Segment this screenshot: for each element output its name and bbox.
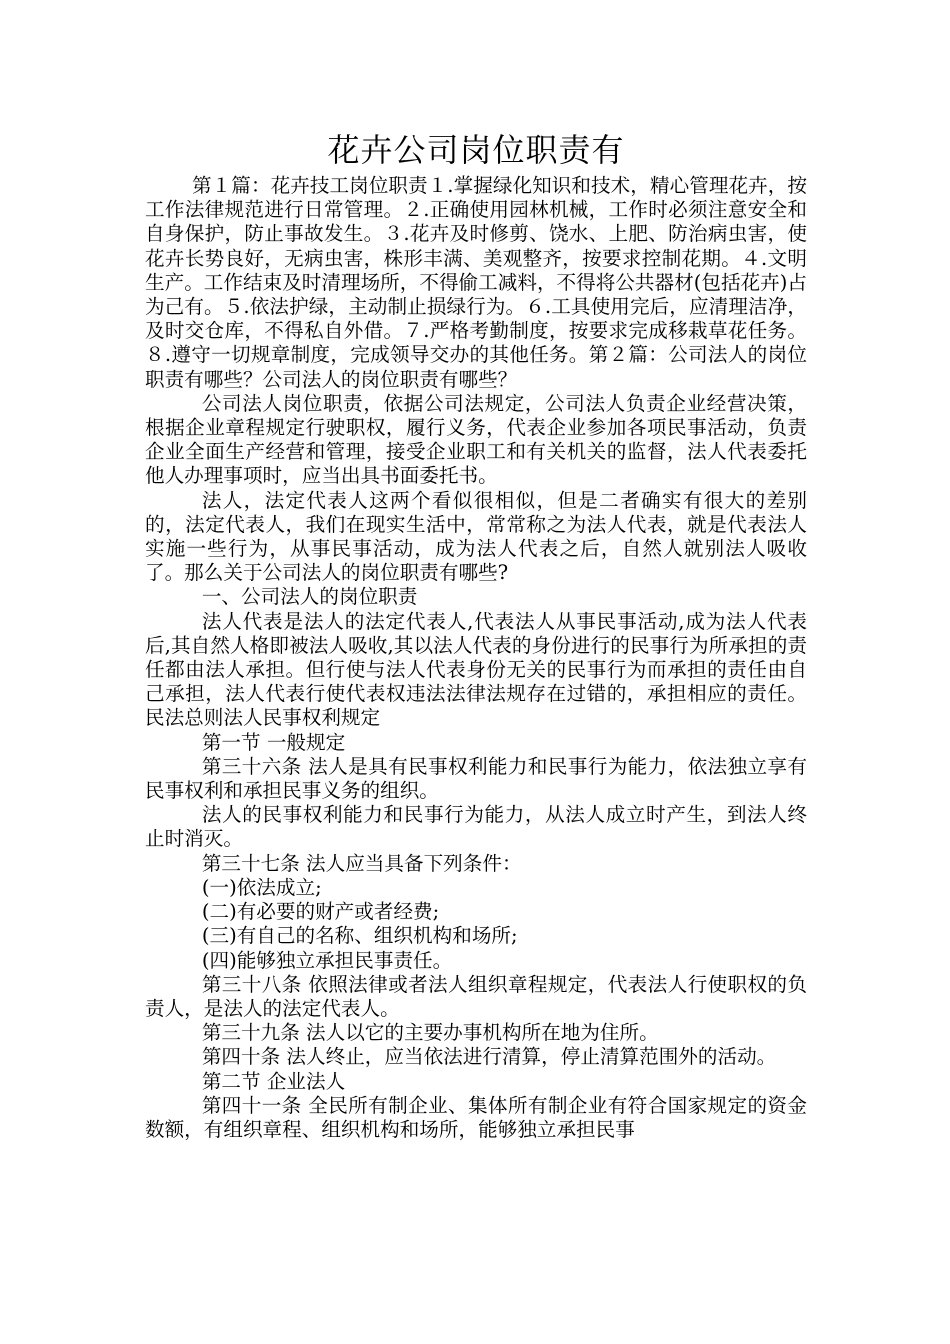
- article-41: 第四十一条 全民所有制企业、集体所有制企业有符合国家规定的资金数额，有组织章程、组织机构和场所，能够独立承担民事: [145, 1093, 807, 1141]
- article-37-item-3: (三)有自己的名称、组织机构和场所;: [201, 924, 518, 948]
- paragraph-1: 第１篇：花卉技工岗位职责１.掌握绿化知识和技术，精心管理花卉，按工作法律规范进行日常管理。２.正确使用园林机械，工作时必须注意安全和自身保护，防止事故发生。３.花卉及时修剪、饶水、上肥、防治病虫害，使花卉长势良好，无病虫害，株形丰满、美观整齐，按要求控制花期。４.文明生产。工作结束及时清理场所，不得偷工减料，不得将公共器材(包括花卉)占为己有。５.依法护绿，主动制止损绿行为。６.工具使用完后，应清理洁净，及时交仓库，不得私自外借。７.严格考勤制度，按要求完成移栽草花任务。８.遵守一切规章制度，完成领导交办的其他任务。第２篇：公司法人的岗位职责有哪些？公司法人的岗位职责有哪些？: [145, 174, 807, 391]
- article-37-item-4: (四)能够独立承担民事责任。: [201, 948, 453, 972]
- section-heading-3: 第二节 企业法人: [201, 1069, 346, 1093]
- section-heading-2: 第一节 一般规定: [201, 730, 346, 754]
- paragraph-3: 法人，法定代表人这两个看似很相似，但是二者确实有很大的差别的，法定代表人，我们在现实生活中，常常称之为法人代表，就是代表法人实施一些行为，从事民事活动，成为法人代表之后，自然人就别法人吸收了。那么关于公司法人的岗位职责有哪些?: [145, 488, 807, 585]
- document-title: 花卉公司岗位职责有: [327, 131, 625, 169]
- paragraph-4: 法人代表是法人的法定代表人,代表法人从事民事活动,成为法人代表后,其自然人格即被法人吸收,其以法人代表的身份进行的民事行为所承担的责任都由法人承担。但行使与法人代表身份无关的民事行为而承担的责任由自己承担，法人代表行使代表权违法法律法规存在过错的，承担相应的责任。民法总则法人民事权利规定: [145, 609, 807, 730]
- article-36: 第三十六条 法人是具有民事权利能力和民事行为能力，依法独立享有民事权利和承担民事义务的组织。: [145, 754, 807, 803]
- article-37-item-2: (二)有必要的财产或者经费;: [201, 900, 440, 924]
- section-heading-1: 一、公司法人的岗位职责: [201, 585, 418, 609]
- article-39: 第三十九条 法人以它的主要办事机构所在地为住所。: [201, 1021, 659, 1045]
- article-36-paragraph-2: 法人的民事权利能力和民事行为能力，从法人成立时产生，到法人终止时消灭。: [145, 803, 807, 851]
- article-38: 第三十八条 依照法律或者法人组织章程规定，代表法人行使职权的负责人，是法人的法定代表人。: [145, 972, 807, 1020]
- document-page: [145, 128, 807, 1142]
- paragraph-2: 公司法人岗位职责，依据公司法规定，公司法人负责企业经营决策，根据企业章程规定行驶职权，履行义务，代表企业参加各项民事活动，负责企业全面生产经营和管理，接受企业职工和有关机关的监督，法人代表委托他人办理事项时，应当出具书面委托书。: [145, 391, 807, 488]
- article-40: 第四十条 法人终止，应当依法进行清算，停止清算范围外的活动。: [201, 1045, 777, 1069]
- article-37: 第三十七条 法人应当具备下列条件：: [201, 851, 522, 875]
- article-37-item-1: (一)依法成立;: [201, 875, 322, 899]
